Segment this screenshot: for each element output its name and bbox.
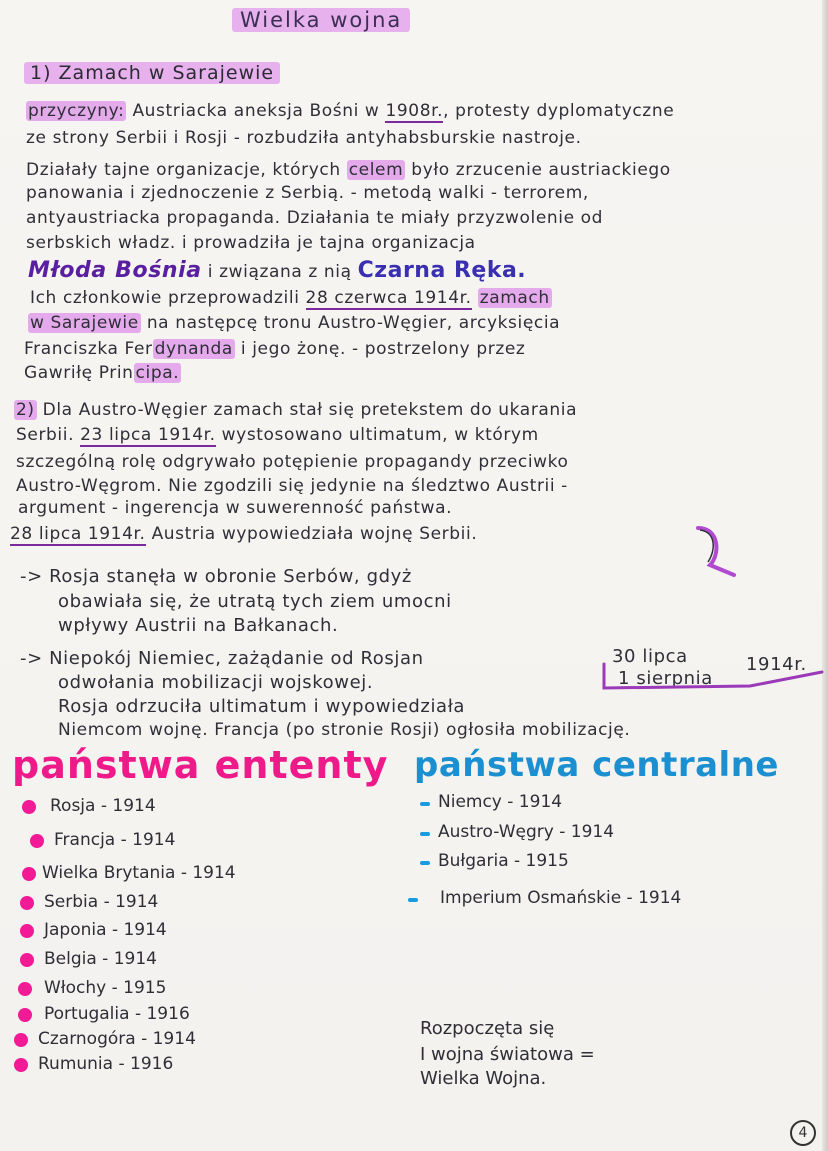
bracket-underline xyxy=(600,662,825,694)
central-item: Imperium Osmańskie - 1914 xyxy=(440,888,682,908)
section2-line1: 2) Dla Austro-Węgier zamach stał się pretekstem do ukarania xyxy=(16,400,578,420)
entente-item: Rumunia - 1916 xyxy=(38,1054,174,1074)
entente-item: Serbia - 1914 xyxy=(44,892,159,912)
bullet-dot xyxy=(20,896,34,910)
arrow-icon: -> xyxy=(20,566,43,587)
bullet-dash xyxy=(408,898,418,902)
closing-line1: Rozpoczęta się xyxy=(420,1018,555,1039)
bullet-dot xyxy=(18,1008,32,1022)
bullet1-line2: obawiała się, że utratą tych ziem umocni xyxy=(58,591,452,612)
section1-line8: Ich członkowie przeprowadzili 28 czerwca 1914r. zamach xyxy=(30,288,550,308)
section1-line1: przyczyny: Austriacka aneksja Bośni w 1908r., protesty dyplomatyczne xyxy=(28,101,675,121)
section1-heading: 1) Zamach w Sarajewie xyxy=(24,62,280,84)
curved-arrow-icon xyxy=(690,520,750,585)
bullet-dot xyxy=(20,953,34,967)
section1-line6: serbskich władz. i prowadziła je tajna organizacja xyxy=(26,233,476,253)
entente-item: Wielka Brytania - 1914 xyxy=(42,863,236,883)
entente-item: Czarnogóra - 1914 xyxy=(38,1029,196,1049)
central-item: Austro-Węgry - 1914 xyxy=(438,822,615,842)
section1-line4: panowania i zjednoczenie z Serbią. - metodą walki - terrorem, xyxy=(26,183,589,203)
bullet-dash xyxy=(420,832,430,836)
central-title: państwa centralne xyxy=(414,745,779,785)
bullet-dot xyxy=(20,924,34,938)
section1-line3: Działały tajne organizacje, których celem było zrzucenie austriackiego xyxy=(26,160,671,180)
section2-line3: szczególną rolę odgrywało potępienie propagandy przeciwko xyxy=(16,452,569,472)
bullet-dot xyxy=(14,1033,28,1047)
bullet-dash xyxy=(420,861,430,865)
section1-line5: antyaustriacka propaganda. Działania te miały przyzwolenie od xyxy=(26,208,604,228)
section2-line6: 28 lipca 1914r. Austria wypowiedziała wojnę Serbii. xyxy=(10,524,478,544)
bullet-dot xyxy=(18,982,32,996)
date-1-sierpnia: 1 sierpnia xyxy=(618,668,713,689)
arrow-icon: -> xyxy=(20,648,43,669)
section1-line10: Franciszka Fer dynanda i jego żonę. - postrzelony przez xyxy=(24,339,526,359)
page-title: Wielka wojna xyxy=(232,8,410,32)
year-1914: 1914r. xyxy=(746,654,807,675)
bullet-dash xyxy=(420,802,430,806)
entente-item: Portugalia - 1916 xyxy=(44,1004,190,1024)
section2-line4: Austro-Węgrom. Nie zgodzili się jedynie na śledztwo Austrii - xyxy=(16,476,568,496)
org-mloda-bosnia: Młoda Bośnia xyxy=(28,258,202,283)
bullet-dot xyxy=(22,867,36,881)
bullet1-line1: -> Rosja stanęła w obronie Serbów, gdyż xyxy=(20,566,412,587)
closing-line2: I wojna światowa = xyxy=(420,1044,595,1065)
closing-line3: Wielka Wojna. xyxy=(420,1068,547,1089)
bullet2-line4: Niemcom wojnę. Francja (po stronie Rosji) ogłosiła mobilizację. xyxy=(58,720,631,740)
section1-line7: Młoda Bośnia i związana z nią Czarna Ręka. xyxy=(28,258,527,283)
section2-line5: argument - ingerencja w suwerenność państwa. xyxy=(18,498,453,518)
bullet1-line3: wpływy Austrii na Bałkanach. xyxy=(58,615,339,636)
date-30-lipca: 30 lipca xyxy=(612,646,688,667)
bullet-dot xyxy=(22,800,36,814)
central-item: Niemcy - 1914 xyxy=(438,792,563,812)
section1-line2: ze strony Serbii i Rosji - rozbudziła antyhabsburskie nastroje. xyxy=(26,128,582,148)
section1-line11: Gawriłę Prin cipa. xyxy=(24,363,180,383)
section2-line2: Serbii. 23 lipca 1914r. wystosowano ultimatum, w którym xyxy=(16,425,539,445)
entente-title: państwa ententy xyxy=(12,743,389,787)
org-czarna-reka: Czarna Ręka. xyxy=(357,258,527,283)
bullet2-line1: -> Niepokój Niemiec, zażądanie od Rosjan xyxy=(20,648,424,669)
central-item: Bułgaria - 1915 xyxy=(438,851,569,871)
entente-item: Japonia - 1914 xyxy=(44,920,167,940)
bullet2-line3: Rosja odrzuciła ultimatum i wypowiedziała xyxy=(58,696,466,717)
section1-line9: w Sarajewie na następcę tronu Austro-Węgier, arcyksięcia xyxy=(30,313,561,333)
entente-item: Belgia - 1914 xyxy=(44,949,157,969)
entente-item: Rosja - 1914 xyxy=(50,796,156,816)
page-number: 4 xyxy=(790,1120,816,1146)
page-edge xyxy=(822,0,828,1151)
bullet-dot xyxy=(30,834,44,848)
bullet2-line2: odwołania mobilizacji wojskowej. xyxy=(58,672,374,693)
entente-item: Włochy - 1915 xyxy=(44,978,167,998)
causes-label: przyczyny: xyxy=(28,101,125,121)
bullet-dot xyxy=(14,1058,28,1072)
entente-item: Francja - 1914 xyxy=(54,830,176,850)
